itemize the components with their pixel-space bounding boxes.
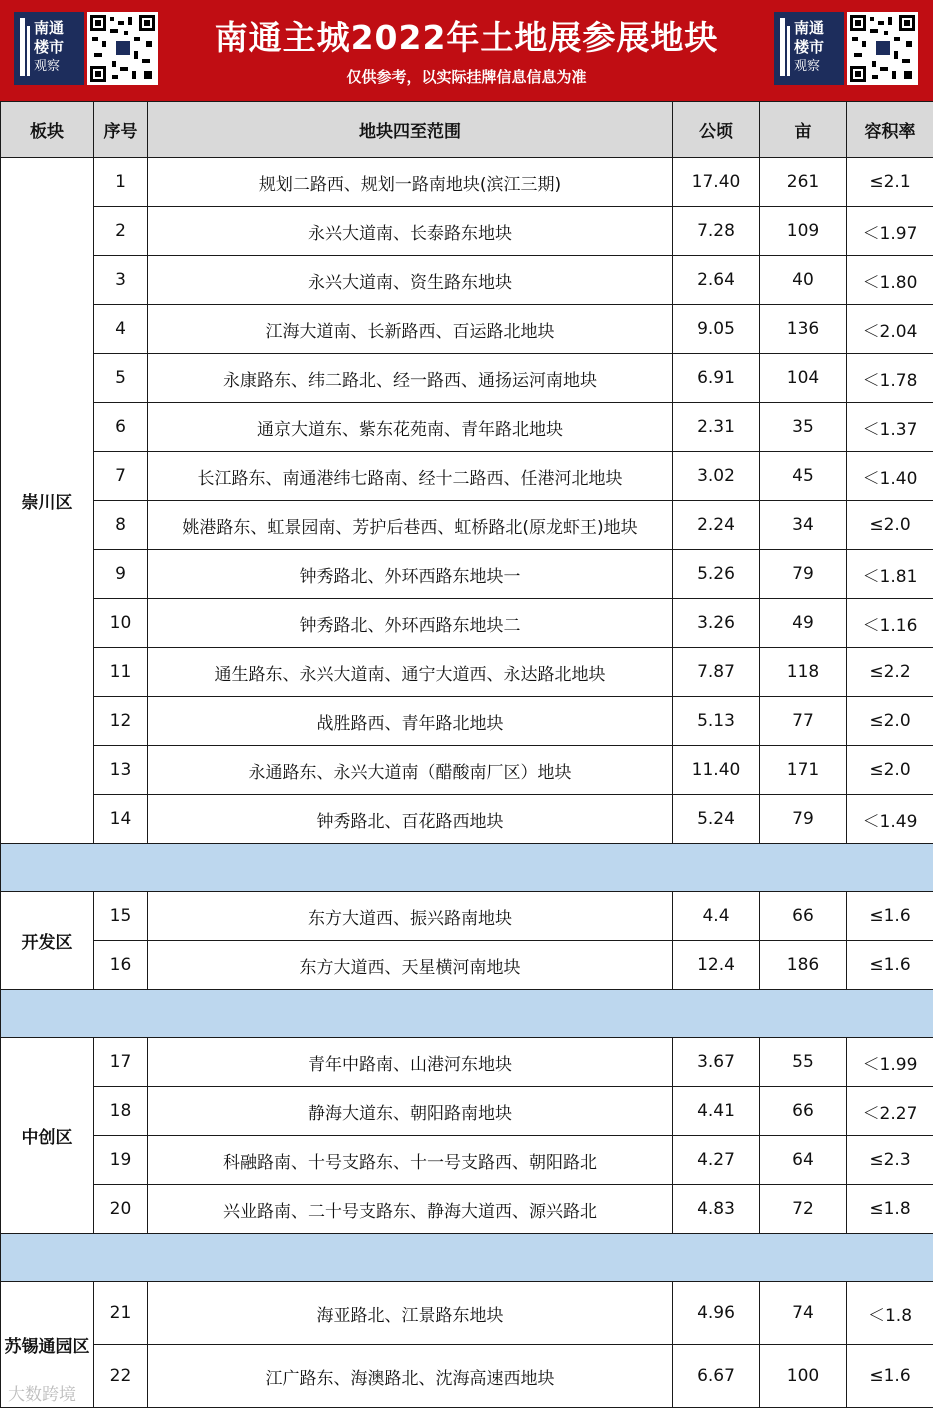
table-row	[1, 354, 933, 403]
row-location: 江海大道南、长新路西、百运路北地块	[148, 305, 673, 354]
row-plot-ratio: ＜1.8	[847, 1282, 933, 1345]
row-number: 12	[94, 697, 148, 746]
row-location: 永兴大道南、资生路东地块	[148, 256, 673, 305]
row-mu: 136	[760, 305, 847, 354]
row-mu: 100	[760, 1345, 847, 1408]
row-plot-ratio: ≤2.0	[847, 501, 933, 550]
row-hectare: 3.02	[673, 452, 760, 501]
row-location: 长江路东、南通港纬七路南、经十二路西、任港河北地块	[148, 452, 673, 501]
row-number: 18	[94, 1087, 148, 1136]
brand-logo	[774, 12, 844, 85]
column-header-number: 序号	[94, 102, 148, 158]
row-number: 14	[94, 795, 148, 844]
row-number: 2	[94, 207, 148, 256]
row-location: 东方大道西、振兴路南地块	[148, 892, 673, 941]
table-row	[1, 452, 933, 501]
row-mu: 261	[760, 158, 847, 207]
group-separator-row	[1, 844, 933, 892]
row-location: 静海大道东、朝阳路南地块	[148, 1087, 673, 1136]
row-plot-ratio: ＜1.99	[847, 1038, 933, 1087]
row-hectare: 6.91	[673, 354, 760, 403]
row-number: 10	[94, 599, 148, 648]
row-hectare: 4.27	[673, 1136, 760, 1185]
table-row	[1, 648, 933, 697]
row-location: 永兴大道南、长泰路东地块	[148, 207, 673, 256]
row-plot-ratio: ＜1.80	[847, 256, 933, 305]
row-plot-ratio: ≤2.0	[847, 746, 933, 795]
row-location: 永通路东、永兴大道南（醋酸南厂区）地块	[148, 746, 673, 795]
row-plot-ratio: ≤1.6	[847, 892, 933, 941]
row-hectare: 2.64	[673, 256, 760, 305]
table-header-row	[1, 102, 933, 158]
row-location: 钟秀路北、外环西路东地块二	[148, 599, 673, 648]
table-row	[1, 1282, 933, 1345]
row-mu: 66	[760, 892, 847, 941]
row-location: 规划二路西、规划一路南地块(滨江三期)	[148, 158, 673, 207]
row-plot-ratio: ＜1.37	[847, 403, 933, 452]
row-mu: 72	[760, 1185, 847, 1234]
column-header-location: 地块四至范围	[148, 102, 673, 158]
row-number: 20	[94, 1185, 148, 1234]
land-parcel-table	[0, 101, 933, 1408]
table-row	[1, 1038, 933, 1087]
row-hectare: 4.96	[673, 1282, 760, 1345]
column-header-plot-ratio: 容积率	[847, 102, 933, 158]
table-row	[1, 550, 933, 599]
table-row	[1, 207, 933, 256]
row-number: 11	[94, 648, 148, 697]
logo-text-2: 楼市	[34, 38, 65, 56]
row-location: 永康路东、纬二路北、经一路西、通扬运河南地块	[148, 354, 673, 403]
group-separator-row	[1, 990, 933, 1038]
region-cell: 崇川区	[1, 158, 94, 844]
row-mu: 49	[760, 599, 847, 648]
row-hectare: 7.28	[673, 207, 760, 256]
row-number: 16	[94, 941, 148, 990]
row-hectare: 2.24	[673, 501, 760, 550]
row-hectare: 4.83	[673, 1185, 760, 1234]
row-plot-ratio: ≤2.0	[847, 697, 933, 746]
row-mu: 186	[760, 941, 847, 990]
table-row	[1, 599, 933, 648]
row-hectare: 9.05	[673, 305, 760, 354]
group-separator	[1, 990, 933, 1038]
row-location: 兴业路南、二十号支路东、静海大道西、源兴路北	[148, 1185, 673, 1234]
row-location: 通生路东、永兴大道南、通宁大道西、永达路北地块	[148, 648, 673, 697]
table-row	[1, 941, 933, 990]
row-plot-ratio: ≤2.3	[847, 1136, 933, 1185]
row-plot-ratio: ＜1.16	[847, 599, 933, 648]
row-mu: 34	[760, 501, 847, 550]
row-hectare: 17.40	[673, 158, 760, 207]
row-location: 江广路东、海澳路北、沈海高速西地块	[148, 1345, 673, 1408]
row-number: 17	[94, 1038, 148, 1087]
group-separator	[1, 844, 933, 892]
row-number: 9	[94, 550, 148, 599]
row-hectare: 4.41	[673, 1087, 760, 1136]
table-row	[1, 1345, 933, 1408]
row-plot-ratio: ≤2.2	[847, 648, 933, 697]
row-mu: 45	[760, 452, 847, 501]
row-hectare: 4.4	[673, 892, 760, 941]
row-hectare: 7.87	[673, 648, 760, 697]
row-number: 19	[94, 1136, 148, 1185]
logo-text-3: 观察	[794, 59, 821, 74]
group-separator	[1, 1234, 933, 1282]
table-row	[1, 697, 933, 746]
row-location: 战胜路西、青年路北地块	[148, 697, 673, 746]
region-cell: 中创区	[1, 1038, 94, 1234]
logo-text-2: 楼市	[794, 38, 825, 56]
logo-text-1: 南通	[34, 19, 65, 37]
region-cell: 苏锡通园区	[1, 1282, 94, 1408]
row-hectare: 5.13	[673, 697, 760, 746]
row-hectare: 5.24	[673, 795, 760, 844]
page-header	[0, 0, 933, 101]
row-number: 6	[94, 403, 148, 452]
table-row	[1, 501, 933, 550]
row-number: 1	[94, 158, 148, 207]
row-mu: 77	[760, 697, 847, 746]
row-location: 海亚路北、江景路东地块	[148, 1282, 673, 1345]
table-row	[1, 256, 933, 305]
row-mu: 109	[760, 207, 847, 256]
column-header-mu: 亩	[760, 102, 847, 158]
row-mu: 66	[760, 1087, 847, 1136]
row-location: 钟秀路北、百花路西地块	[148, 795, 673, 844]
table-row	[1, 403, 933, 452]
column-header-hectare: 公顷	[673, 102, 760, 158]
row-plot-ratio: ＜1.97	[847, 207, 933, 256]
page-title: 南通主城2022年土地展参展地块	[214, 18, 719, 57]
row-location: 科融路南、十号支路东、十一号支路西、朝阳路北	[148, 1136, 673, 1185]
row-number: 21	[94, 1282, 148, 1345]
row-mu: 40	[760, 256, 847, 305]
row-plot-ratio: ＜1.40	[847, 452, 933, 501]
qr-code-icon	[847, 12, 918, 85]
row-hectare: 11.40	[673, 746, 760, 795]
region-cell: 开发区	[1, 892, 94, 990]
watermark: 大数跨境	[8, 1385, 76, 1405]
table-row	[1, 795, 933, 844]
group-separator-row	[1, 1234, 933, 1282]
row-plot-ratio: ≤1.8	[847, 1185, 933, 1234]
row-hectare: 3.26	[673, 599, 760, 648]
row-plot-ratio: ＜1.81	[847, 550, 933, 599]
table-row	[1, 1136, 933, 1185]
row-mu: 74	[760, 1282, 847, 1345]
row-location: 姚港路东、虹景园南、芳护后巷西、虹桥路北(原龙虾王)地块	[148, 501, 673, 550]
table-row	[1, 1185, 933, 1234]
table-row	[1, 746, 933, 795]
row-plot-ratio: ≤1.6	[847, 1345, 933, 1408]
row-plot-ratio: ＜2.27	[847, 1087, 933, 1136]
row-number: 5	[94, 354, 148, 403]
row-mu: 104	[760, 354, 847, 403]
row-plot-ratio: ＜1.78	[847, 354, 933, 403]
table-row	[1, 305, 933, 354]
row-mu: 55	[760, 1038, 847, 1087]
row-location: 东方大道西、天星横河南地块	[148, 941, 673, 990]
logo-text-3: 观察	[34, 59, 61, 74]
row-number: 8	[94, 501, 148, 550]
table-body	[1, 158, 933, 1408]
row-location: 钟秀路北、外环西路东地块一	[148, 550, 673, 599]
row-mu: 79	[760, 795, 847, 844]
table-row	[1, 158, 933, 207]
table-row	[1, 1087, 933, 1136]
row-mu: 64	[760, 1136, 847, 1185]
row-hectare: 12.4	[673, 941, 760, 990]
row-hectare: 3.67	[673, 1038, 760, 1087]
row-plot-ratio: ≤2.1	[847, 158, 933, 207]
row-number: 4	[94, 305, 148, 354]
table-row	[1, 892, 933, 941]
row-mu: 171	[760, 746, 847, 795]
row-hectare: 5.26	[673, 550, 760, 599]
logo-text-1: 南通	[794, 19, 825, 37]
row-location: 通京大道东、紫东花苑南、青年路北地块	[148, 403, 673, 452]
row-plot-ratio: ＜2.04	[847, 305, 933, 354]
row-mu: 79	[760, 550, 847, 599]
row-mu: 118	[760, 648, 847, 697]
row-number: 15	[94, 892, 148, 941]
row-number: 22	[94, 1345, 148, 1408]
page-subtitle: 仅供参考，以实际挂牌信息信息为准	[346, 68, 587, 86]
row-hectare: 6.67	[673, 1345, 760, 1408]
row-number: 3	[94, 256, 148, 305]
row-number: 13	[94, 746, 148, 795]
row-plot-ratio: ＜1.49	[847, 795, 933, 844]
row-hectare: 2.31	[673, 403, 760, 452]
row-mu: 35	[760, 403, 847, 452]
row-plot-ratio: ≤1.6	[847, 941, 933, 990]
column-header-region: 板块	[1, 102, 94, 158]
row-number: 7	[94, 452, 148, 501]
row-location: 青年中路南、山港河东地块	[148, 1038, 673, 1087]
brand-badge-right	[774, 12, 918, 85]
